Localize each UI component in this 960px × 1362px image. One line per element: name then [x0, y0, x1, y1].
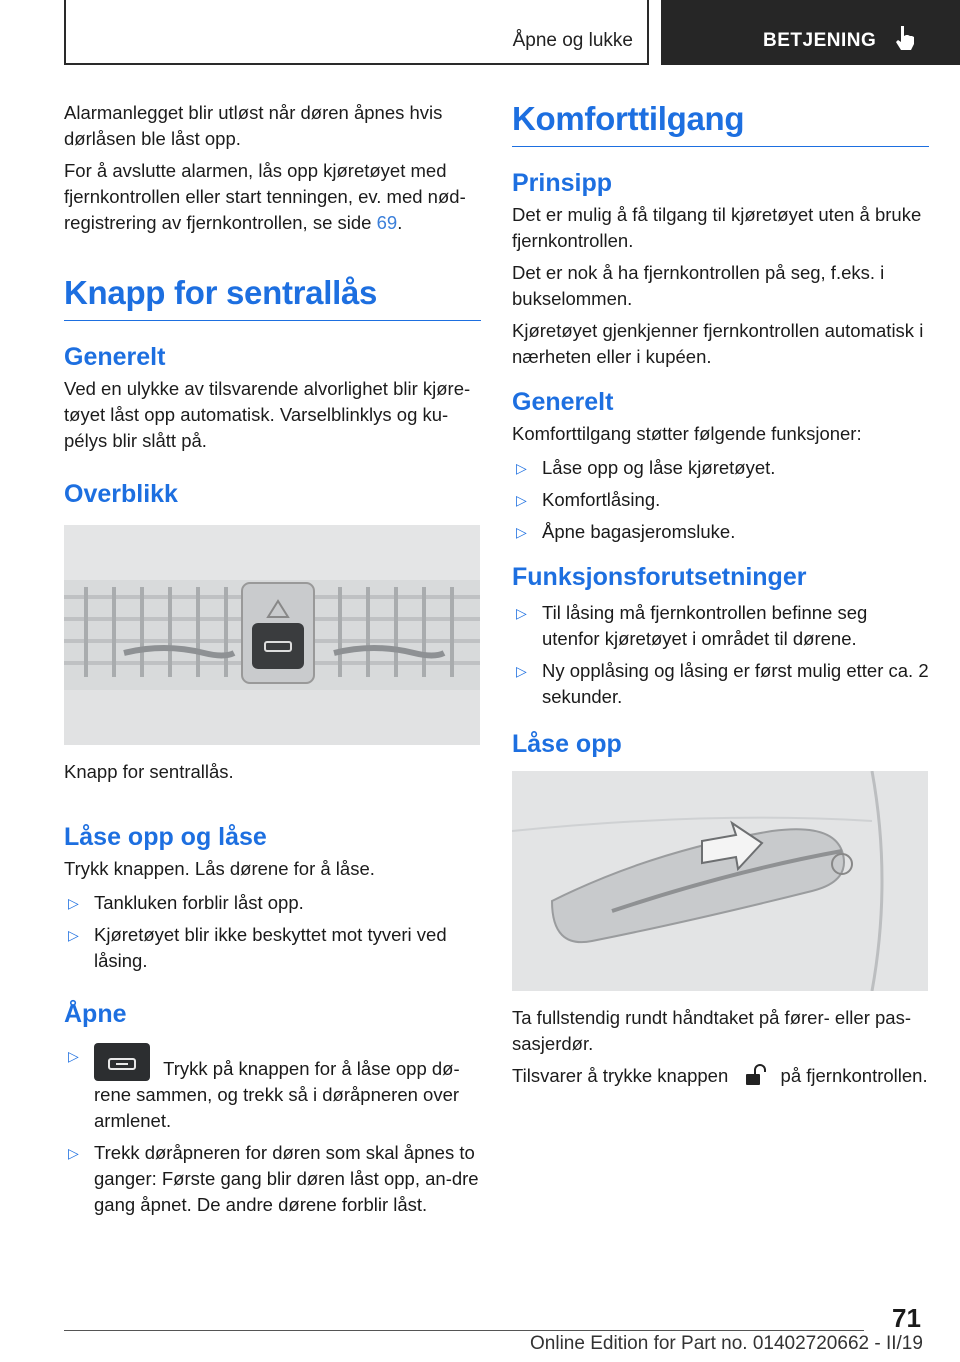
footer-divider	[64, 1330, 864, 1331]
triangle-bullet-icon: ▷	[516, 524, 527, 540]
generelt-right-paragraph: Komforttilgang støtter følgende funksjoner:	[512, 423, 862, 444]
list-item: ▷ Trekk døråpneren for døren som skal åpnes to ganger: Første gang blir døren låst opp, an-dre gang åpnet. De andre dørene forblir låst.	[68, 1142, 479, 1215]
triangle-bullet-icon: ▷	[68, 927, 79, 943]
door-handle-photo	[512, 771, 928, 991]
header-chapter-title: BETJENING	[763, 30, 877, 51]
header-section-title: Åpne og lukke	[512, 30, 633, 51]
page-link[interactable]: 69	[376, 212, 398, 233]
heading-funksjonsforutsetninger: Funksjonsforutsetninger	[512, 563, 807, 591]
list-item: ▷ Tankluken forblir låst opp.	[64, 890, 481, 916]
photo-caption: Knapp for sentrallås.	[64, 761, 234, 782]
unlock-button-icon	[94, 1043, 150, 1081]
generelt-list	[512, 455, 929, 545]
heading-lase-opp-og-lase: Låse opp og låse	[64, 823, 267, 851]
prinsipp-paragraph: Det er mulig å få tilgang til kjøretøyet uten å bruke fjernkontrollen.	[512, 204, 922, 251]
laseopp-button-paragraph: Tilsvarer å trykke knappen på fjernkontrollen.	[512, 1065, 928, 1086]
list-item: ▷ Ny opplåsing og låsing er først mulig etter ca. 2 sekunder.	[516, 660, 929, 707]
alarm-stop-paragraph: For å avslutte alarmen, lås opp kjøretøyet med fjernkontrollen eller start tenningen, ev. med nød-registrering av fjernkontrollen, se side 69.	[64, 160, 466, 233]
unlock-padlock-icon	[737, 1064, 771, 1086]
heading-lase-opp: Låse opp	[512, 730, 622, 758]
list-item: ▷ Åpne bagasjeromsluke.	[512, 519, 929, 545]
heading-prinsipp: Prinsipp	[512, 169, 613, 197]
triangle-bullet-icon: ▷	[68, 1048, 79, 1064]
apne-list	[64, 1043, 481, 1218]
hand-pointer-icon	[893, 24, 917, 52]
triangle-bullet-icon: ▷	[516, 663, 527, 679]
triangle-bullet-icon: ▷	[68, 895, 79, 911]
list-item: ▷ Kjøretøyet blir ikke beskyttet mot tyveri ved låsing.	[68, 924, 447, 971]
heading-apne: Åpne	[64, 1000, 127, 1028]
laseopp-paragraph: Ta fullstendig rundt håndtaket på fører- eller pas-sasjerdør.	[512, 1007, 911, 1054]
lase-list	[64, 890, 481, 974]
heading-overblikk: Overblikk	[64, 480, 178, 508]
lase-paragraph: Trykk knappen. Lås dørene for å låse.	[64, 858, 375, 879]
heading-generelt-right: Generelt	[512, 388, 614, 416]
central-lock-photo	[64, 525, 480, 745]
list-item: ▷ Til låsing må fjernkontrollen befinne seg utenfor kjøretøyet i området til dørene.	[516, 602, 868, 649]
list-item: ▷ Trykk på knappen for å låse opp dø-rene sammen, og trekk så i døråpneren over armlenet.	[64, 1043, 481, 1134]
header-section-box	[64, 0, 649, 65]
footer-edition: Online Edition for Part no. 01402720662 - II/19	[530, 1333, 923, 1354]
prinsipp-paragraph: Det er nok å ha fjernkontrollen på seg, f.eks. i bukselommen.	[512, 262, 885, 309]
header-chapter-box	[661, 0, 960, 65]
list-item: ▷ Komfortlåsing.	[512, 487, 929, 513]
triangle-bullet-icon: ▷	[516, 460, 527, 476]
left-column	[64, 100, 481, 1224]
heading-generelt: Generelt	[64, 343, 166, 371]
page-number: 71	[892, 1303, 921, 1333]
section-title-central-lock: Knapp for sentrallås	[64, 274, 481, 321]
funk-list	[512, 600, 929, 710]
prinsipp-paragraph: Kjøretøyet gjenkjenner fjernkontrollen automatisk i nærheten eller i kupéen.	[512, 320, 924, 367]
generelt-paragraph: Ved en ulykke av tilsvarende alvorlighet blir kjøre-tøyet låst opp automatisk. Varselblinklys og ku-pélys blir slått på.	[64, 378, 471, 451]
triangle-bullet-icon: ▷	[68, 1145, 79, 1161]
alarm-paragraph: Alarmanlegget blir utløst når døren åpnes hvis dørlåsen ble låst opp.	[64, 102, 443, 149]
right-column	[512, 100, 929, 1095]
triangle-bullet-icon: ▷	[516, 605, 527, 621]
triangle-bullet-icon: ▷	[516, 492, 527, 508]
section-title-komforttilgang: Komforttilgang	[512, 100, 929, 147]
list-item: ▷ Låse opp og låse kjøretøyet.	[512, 455, 929, 481]
